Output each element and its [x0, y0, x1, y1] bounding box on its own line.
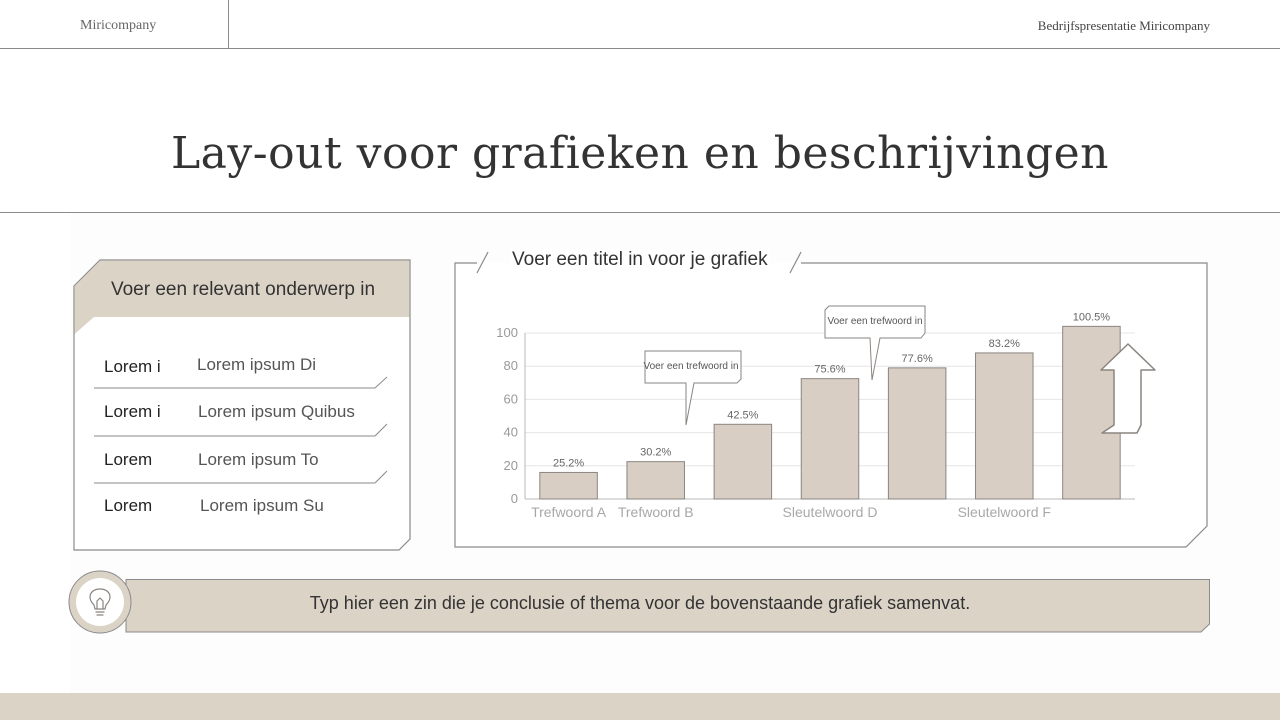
data-label: 77.6% [901, 352, 933, 365]
x-tick-label: Trefwoord B [617, 504, 694, 520]
bar [888, 368, 946, 499]
y-tick-label: 40 [503, 424, 518, 440]
x-tick-label: Sleutelwoord D [782, 504, 878, 520]
y-tick-label: 20 [503, 457, 518, 473]
data-label: 75.6% [814, 363, 846, 376]
bar [627, 462, 685, 499]
y-tick-label: 0 [510, 491, 518, 506]
data-label: 83.2% [988, 337, 1020, 350]
bar [976, 353, 1034, 499]
row-value-1: Lorem ipsum Di [197, 355, 317, 374]
bar [801, 379, 859, 499]
row-value-4: Lorem ipsum Su [200, 496, 324, 515]
company-name: Miricompany [80, 18, 157, 33]
row-label-1: Lorem i [104, 357, 161, 376]
row-value-2: Lorem ipsum Quibus [198, 402, 355, 421]
row-value-3: Lorem ipsum To [198, 450, 319, 469]
data-label: 25.2% [552, 457, 585, 470]
slide-title: Lay-out voor grafieken en beschrijvingen [170, 128, 1110, 179]
y-tick-label: 60 [503, 391, 518, 407]
presentation-name: Bedrijfspresentatie Miricompany [1037, 18, 1210, 33]
row-label-3: Lorem [104, 450, 153, 469]
data-label: 42.5% [727, 409, 759, 422]
footer-band [0, 693, 1280, 720]
card-heading: Voer een relevant onderwerp in [110, 279, 376, 300]
chart-title: Voer een titel in voor je grafiek [512, 249, 768, 270]
conclusion-text: Typ hier een zin die je conclusie of thema voor de bovenstaande grafiek samenvat. [309, 593, 971, 613]
bar [714, 424, 772, 499]
x-tick-label: Trefwoord A [531, 504, 607, 520]
callout-text-1: Voer een trefwoord in [643, 361, 739, 372]
bar [540, 472, 598, 499]
row-label-2: Lorem i [104, 402, 161, 421]
y-tick-label: 80 [503, 358, 518, 374]
callout-text-2: Voer een trefwoord in [827, 316, 923, 327]
data-label: 30.2% [640, 446, 672, 459]
y-tick-label: 100 [496, 325, 518, 340]
row-label-4: Lorem [104, 496, 153, 515]
bar [1063, 326, 1121, 499]
x-tick-label: Sleutelwoord F [957, 504, 1051, 520]
data-label: 100.5% [1072, 311, 1111, 324]
